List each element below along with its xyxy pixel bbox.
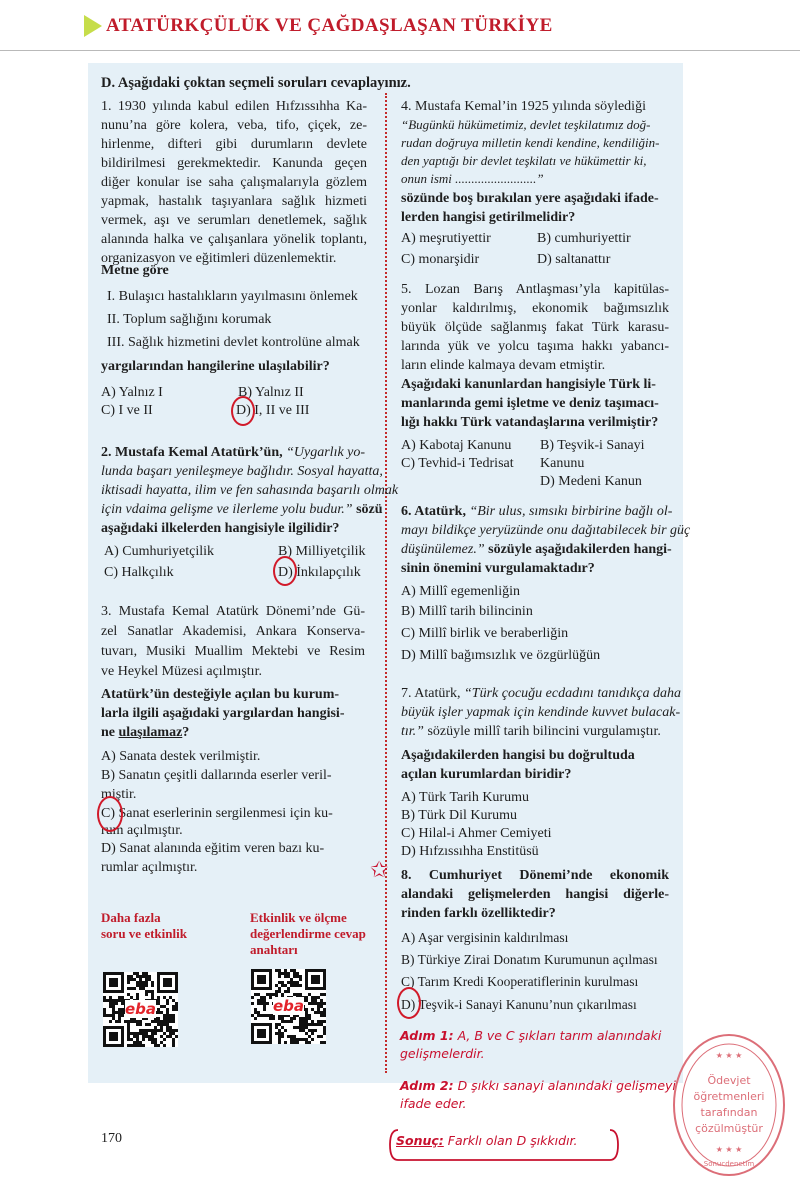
q6-option: A) Millî egemenliğin [401,584,520,599]
q4-quote-line: rudan doğruya milletin kendi kendine, kendiliğin- [401,135,660,150]
stamp-line: öğretmenleri [693,1090,765,1103]
answer-key-link[interactable] [250,910,366,958]
chapter-title: ATATÜRKÇÜLÜK VE ÇAĞDAŞLAŞAN TÜRKİYE [106,15,553,36]
q3-option-line: C) Sanat eserlerinin sergilenmesi için ku- [101,806,333,821]
q4-option: B) cumhuriyettir [537,231,631,246]
q5-option: D) Medeni Kanun [540,474,642,489]
q6-text-line-segment: düşünülemez.” [401,542,485,557]
q5-question-line: lığı hakkı Türk vatandaşlarına verilmiştir? [401,415,659,430]
q3-question-line [101,724,189,743]
step-1-text-cont: gelişmelerdir. [400,1046,485,1061]
qr-code-answer-key[interactable] [251,969,326,1044]
q8-question-line: alandaki gelişmelerden hangisi diğerle- [401,887,669,902]
q3-text-line: ve Heykel Müzesi açılmıştır. [101,664,262,679]
q3-option-line: B) Sanatın çeşitli dallarında eserler veril- [101,768,332,783]
q2-text-line [101,463,383,482]
more-questions-line: Daha fazla [101,910,161,925]
q5-text-line: 5. Lozan Barış Antlaşması’yla kapitülas- [401,282,669,297]
eba-logo: eba [272,997,305,1015]
q5-text-line: büyük ölçüde sağlanmış fakat Türk karasu- [401,320,669,335]
q7-text-line [401,685,681,704]
q5-text-line: yonlar kaldırılmış, ekonomik bağımsızlık [401,301,669,316]
q8-option: A) Aşar vergisinin kaldırılması [401,930,569,945]
q8-question-line: 8. Cumhuriyet Dönemi’nde ekonomik [401,868,669,883]
q5-option: C) Tevhid-i Tedrisat [401,456,514,471]
q7-question-line: açılan kurumlardan biridir? [401,767,572,782]
q2-option: B) Milliyetçilik [278,544,366,559]
q1-option: A) Yalnız I [101,385,163,400]
q2-text-line-segment: sözü [352,502,383,517]
q7-text-line-segment: büyük işler yapmak için kendinde kuvvet bulacak- [401,705,681,720]
solution-step-2 [400,1077,676,1113]
q7-option: D) Hıfzıssıhha Enstitüsü [401,844,539,859]
q6-text-line-segment: mayı bildikçe yeryüzünde onu dağıtabilecek bir güç [401,523,691,538]
q4-option: A) meşrutiyettir [401,231,491,246]
q6-option: D) Millî bağımsızlık ve özgürlüğün [401,648,601,663]
q1-premise: II. Toplum sağlığını korumak [107,312,272,327]
q2-text-line [101,482,398,501]
q3-question-part: ? [182,725,190,740]
section-heading: D. Aşağıdaki çoktan seçmeli soruları cevaplayınız. [101,75,411,91]
q1-premise: III. Sağlık hizmetini devlet kontrolüne almak [107,335,360,350]
q4-quote-line: onun ismi .........................” [401,171,544,186]
q4-intro: 4. Mustafa Kemal’in 1925 yılında söylediği [401,99,646,114]
q1-option: B) Yalnız II [238,385,304,400]
q3-option-line: miştir. [101,787,137,802]
q1-text-line: diğer konular ise saha çalışmalarıyla gözlem [101,175,367,190]
stamp-stars-top: ★ ★ ★ [715,1051,743,1060]
q8-option: C) Tarım Kredi Kooperatiflerinin kurulması [401,974,639,989]
q4-option: D) saltanattır [537,252,611,267]
q3-option-line: rum açılmıştır. [101,823,183,838]
q4-question-line: lerden hangisi getirilmelidir? [401,210,576,225]
q1-text-line: yapmak, hastalık taşıyanlara sağlık hizmeti [101,194,367,209]
q2-option: A) Cumhuriyetçilik [104,544,215,559]
q5-option: A) Kabotaj Kanunu [401,438,512,453]
q2-text-line [101,501,383,520]
q8-question-line: rinden farklı özelliktedir? [401,906,556,921]
q1-text-line: bildirilmesi gerekmektedir. Kanunda geçen [101,156,367,171]
result-text: Farklı olan D şıkkıdır. [443,1133,578,1148]
chapter-arrow-icon [84,15,102,37]
stamp-bottom-text: Sonucdenetim [703,1160,755,1168]
q3-option-line: A) Sanata destek verilmiştir. [101,749,261,764]
q2-text-line-segment: lunda başarı yenileşmeye bağlıdır. Sosyal hayatta, [101,464,383,479]
q3-question-line: Atatürk’ün desteğiyle açılan bu kurum- [101,687,340,702]
q3-option-line: rumlar açılmıştır. [101,860,198,875]
q2-option: D) İnkılapçılık [278,565,361,580]
q1-lead: Metne göre [101,263,169,278]
q7-text-line-segment: “Türk çocuğu ecdadını tanıdıkça daha [464,686,681,701]
stamp-stars-bottom: ★ ★ ★ [715,1145,743,1154]
q1-text-line: hirlenme, difteri gibi durumların devlete [101,137,367,152]
q6-text-line-segment: sözüyle aşağıdakilerden hangi- [484,542,672,557]
more-questions-link[interactable] [101,910,187,942]
q1-text-line: vermek, aşı ve serumları denetlemek, sağlık [101,213,367,228]
q3-question-emphasis: ulaşılamaz [118,725,183,740]
q1-text-line: organizasyon ve eğitimleri düzenlemektir. [101,251,337,266]
qr-code-questions[interactable] [103,972,178,1047]
q4-question-line: sözünde boş bırakılan yere aşağıdaki ifade- [401,191,659,206]
answer-key-line: değerlendirme cevap [250,926,366,941]
q3-question-line: larla ilgili aşağıdaki yargılardan hangisi- [101,706,345,721]
eba-logo: eba [124,1000,157,1018]
q5-question-line: manlarında gemi işletme ve deniz taşımacı- [401,396,659,411]
step-1-label: Adım 1: [400,1028,454,1043]
q5-question-line: Aşağıdaki kanunlardan hangisiyle Türk li- [401,377,656,392]
q5-text-line: larında yük ve yolcu taşıma hakkı yabancı- [401,339,669,354]
q2-option: C) Halkçılık [104,565,174,580]
column-divider [385,93,387,1073]
q2-text-line [101,520,339,539]
q6-option: C) Millî birlik ve beraberliğin [401,626,569,641]
q1-premise: I. Bulaşıcı hastalıkların yayılmasını önlemek [107,289,358,304]
q3-text-line: tuvarı, Musiki Muallim Mektebi ve Resim [101,644,365,659]
q1-text-line: nunu’na göre kolera, veba, tifo, çiçek, ze- [101,118,367,133]
q7-option: C) Hilal-i Ahmer Cemiyeti [401,826,552,841]
result-label: Sonuç: [396,1133,444,1148]
q6-text-line-segment: 6. Atatürk, [401,504,470,519]
q7-text-line-segment: 7. Atatürk, [401,686,464,701]
q5-option: Kanunu [540,456,585,471]
answer-key-line: anahtarı [250,942,298,957]
page-number: 170 [101,1131,122,1146]
q8-option: B) Türkiye Zirai Donatım Kurumunun açılması [401,952,658,967]
q3-option-line: D) Sanat alanında eğitim veren bazı ku- [101,841,325,856]
q1-text-line: alanında halka ve çalışanlara yönelik toplantı, [101,232,367,247]
stamp-line: Ödevjet [707,1074,751,1087]
q7-text-line-segment: sözüyle millî tarih bilincini vurgulamıştır. [423,724,661,739]
q2-text-line-segment: aşağıdaki ilkelerden hangisiyle ilgilidir? [101,521,340,536]
stamp-line: çözülmüştür [695,1122,763,1135]
q8-option: D) Teşvik-i Sanayi Kanunu’nun çıkarılması [401,997,637,1012]
stamp-line: tarafından [700,1106,758,1119]
teacher-stamp [670,1030,788,1180]
step-2-text-cont: ifade eder. [400,1096,467,1111]
q4-option: C) monarşidir [401,252,480,267]
star-mark-icon: ✩ [370,858,389,883]
q5-text-line: ların elinde kalmaya devam etmiştir. [401,358,606,373]
q6-text-line-segment: sinin önemini vurgulamaktadır? [401,561,595,576]
q6-text-line [401,503,672,522]
q2-text-line-segment: 2. Mustafa Kemal Atatürk’ün, [101,445,287,460]
step-2-text: D şıkkı sanayi alanındaki gelişmeyi [453,1078,676,1093]
q6-text-line [401,522,690,541]
q6-text-line [401,541,672,560]
page-header [0,0,800,51]
q1-option: C) I ve II [101,403,153,418]
q1-text-line: 1. 1930 yılında kabul edilen Hıfzıssıhha Ka- [101,99,367,114]
q7-question-line: Aşağıdakilerden hangisi bu doğrultuda [401,748,635,763]
q2-text-line-segment: için vdaima gelişme ve ilerleme yolu budur.” [101,502,353,517]
q6-option: B) Millî tarih bilincinin [401,604,533,619]
q3-question-part: ne [101,725,119,740]
q7-option: A) Türk Tarih Kurumu [401,790,529,805]
q6-text-line-segment: “Bir ulus, sımsıkı birbirine bağlı ol- [469,504,673,519]
q7-text-line-segment: tır.” [401,724,424,739]
q1-option: D) I, II ve III [236,403,310,418]
q4-quote-line: “Bugünkü hükümetimiz, devlet teşkilatımız doğ- [401,117,651,132]
step-1-text: A, B ve C şıkları tarım alanındaki [453,1028,662,1043]
more-questions-line: soru ve etkinlik [101,926,187,941]
q3-text-line: zel Sanatlar Akademisi, Ankara Konserva- [101,624,365,639]
solution-step-1 [400,1027,661,1063]
q7-text-line [401,704,680,723]
result-bracket [388,1126,620,1164]
q7-option: B) Türk Dil Kurumu [401,808,518,823]
q2-text-line [101,444,365,463]
answer-key-line: Etkinlik ve ölçme [250,910,347,925]
q5-option: B) Teşvik-i Sanayi [540,438,645,453]
q6-text-line [401,560,595,579]
q4-quote-line: den yaptığı bir devlet teşkilatı ve hükümettir ki, [401,153,647,168]
q7-text-line [401,723,661,742]
q3-text-line: 3. Mustafa Kemal Atatürk Dönemi’nde Gü- [101,604,365,619]
q1-question: yargılarından hangilerine ulaşılabilir? [101,359,330,374]
step-2-label: Adım 2: [400,1078,454,1093]
q2-text-line-segment: iktisadi hayatta, ilim ve fen sahasında başarılı olmak [101,483,399,498]
q2-text-line-segment: “Uygarlık yo- [286,445,366,460]
